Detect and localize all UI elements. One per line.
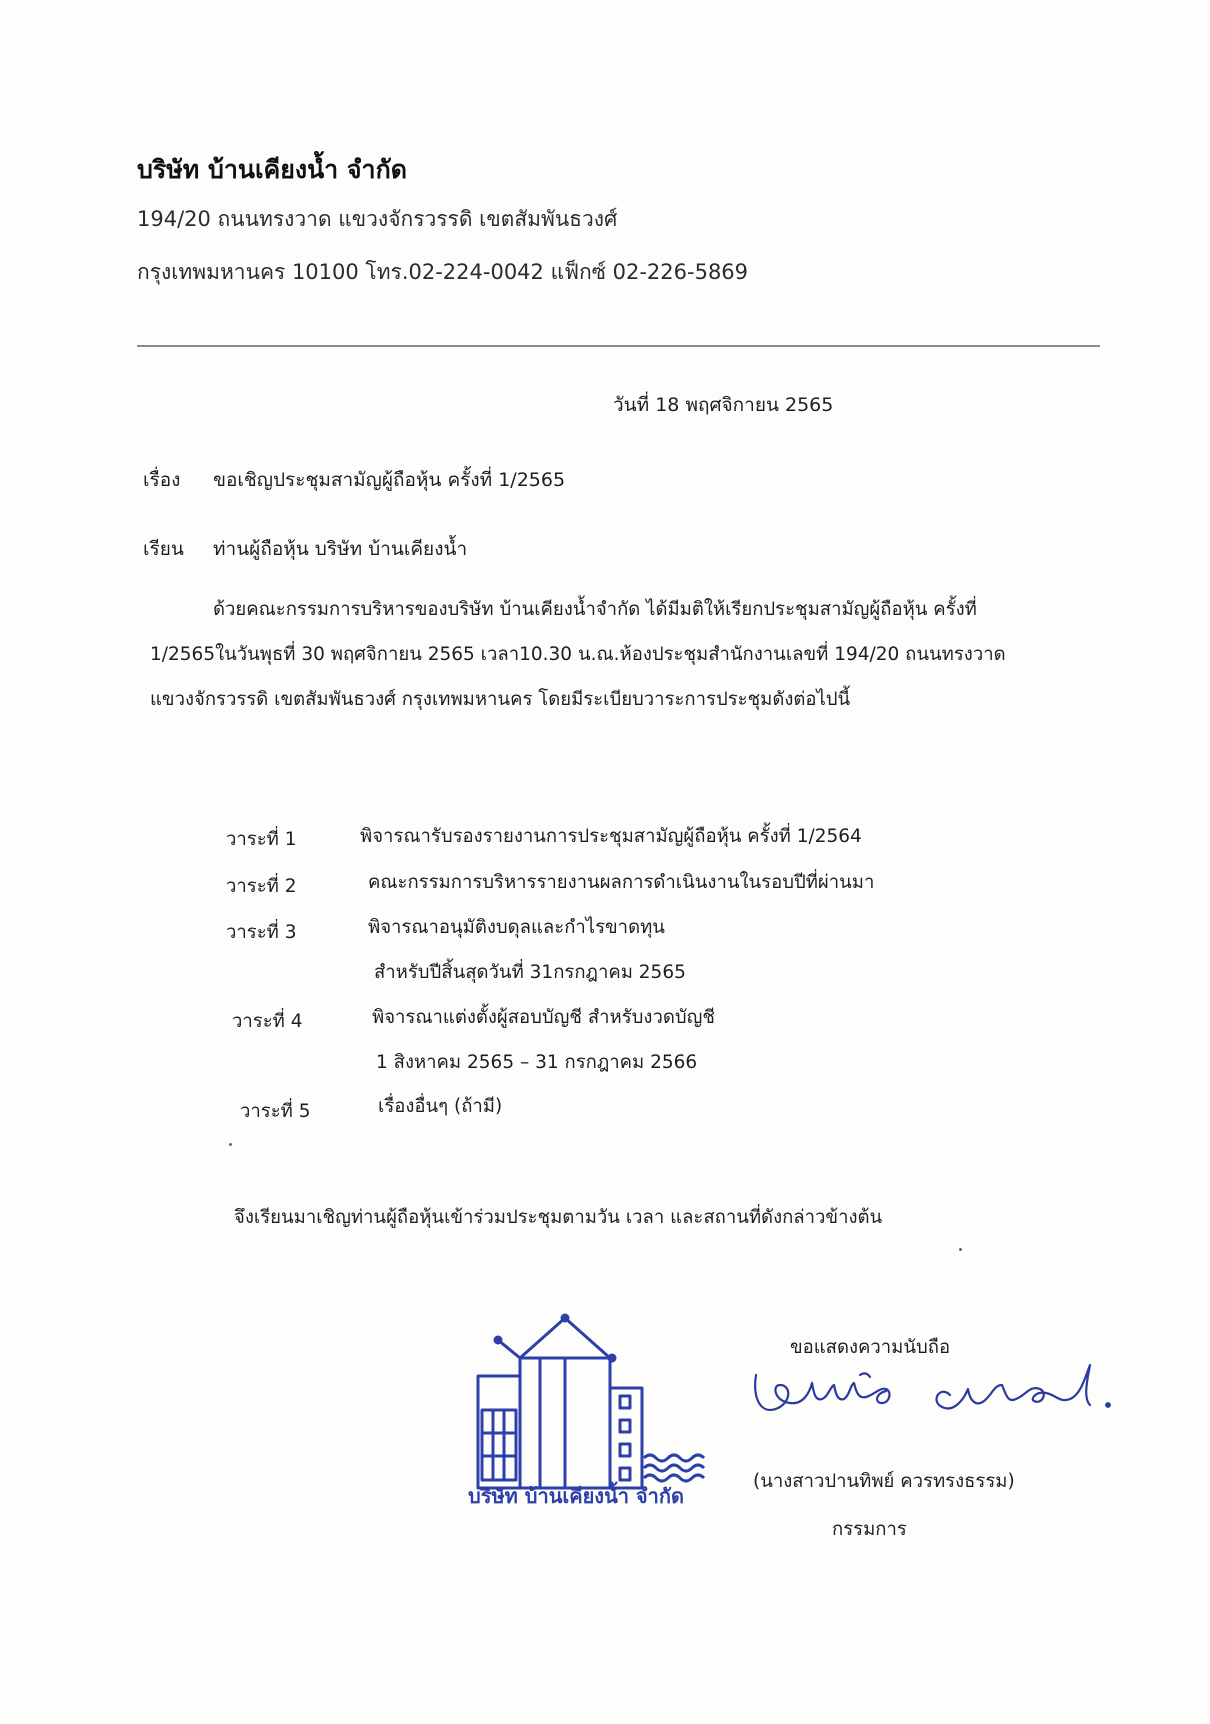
agenda-item-text: พิจารณารับรองรายงานการประชุมสามัญผู้ถือหุ้น ครั้งที่ 1/2564 (360, 826, 862, 847)
body-line: ด้วยคณะกรรมการบริหารของบริษัท บ้านเคียงน้ำจำกัด ได้มีมติให้เรียกประชุมสามัญผู้ถือหุ้น ครั้งที่ (213, 599, 977, 620)
agenda-item-text: คณะกรรมการบริหารรายงานผลการดำเนินงานในรอบปีที่ผ่านมา (368, 872, 875, 893)
agenda-item-label: วาระที่ 3 (226, 922, 297, 943)
agenda-item-text: เรื่องอื่นๆ (ถ้ามี) (378, 1096, 503, 1117)
agenda-item-label: วาระที่ 4 (232, 1011, 303, 1032)
agenda-item-text: สำหรับปีสิ้นสุดวันที่ 31กรกฎาคม 2565 (374, 962, 686, 983)
agenda-item-label: วาระที่ 5 (240, 1101, 311, 1122)
agenda-item-text: พิจารณาอนุมัติงบดุลและกำไรขาดทุน (368, 917, 665, 938)
signatory-name: (นางสาวปานทิพย์ ควรทรงธรรม) (753, 1471, 1015, 1492)
body-line: 1/2565ในวันพุธที่ 30 พฤศจิกายน 2565 เวลา10.30 น.ณ.ห้องประชุมสำนักงานเลขที่ 194/20 ถนนทรงวาด (150, 644, 1006, 665)
agenda-item-text: พิจารณาแต่งตั้งผู้สอบบัญชี สำหรับงวดบัญชี (372, 1007, 715, 1028)
company-name: บริษัท บ้านเคียงน้ำ จำกัด (137, 155, 407, 184)
recipient-text: ท่านผู้ถือหุ้น บริษัท บ้านเคียงน้ำ (213, 538, 468, 560)
regards-text: ขอแสดงความนับถือ (790, 1337, 951, 1358)
body-line: แขวงจักรวรรดิ เขตสัมพันธวงศ์ กรุงเทพมหานคร โดยมีระเบียบวาระการประชุมดังต่อไปนี้ (150, 689, 851, 710)
recipient-label: เรียน (143, 538, 184, 560)
signatory-position: กรรมการ (832, 1519, 907, 1540)
letterhead-divider (137, 345, 1100, 347)
letter-date: วันที่ 18 พฤศจิกายน 2565 (613, 394, 834, 416)
address-line-2: กรุงเทพมหานคร 10100 โทร.02-224-0042 แฟ็กซ์ 02-226-5869 (137, 260, 749, 284)
agenda-item-label: วาระที่ 2 (226, 876, 297, 897)
scan-speck (229, 1143, 232, 1146)
address-line-1: 194/20 ถนนทรงวาด แขวงจักรวรรดิ เขตสัมพันธวงศ์ (137, 207, 618, 231)
closing-sentence: จึงเรียนมาเชิญท่านผู้ถือหุ้นเข้าร่วมประชุมตามวัน เวลา และสถานที่ดังกล่าวข้างต้น (234, 1207, 883, 1228)
agenda-item-label: วาระที่ 1 (226, 829, 297, 850)
subject-text: ขอเชิญประชุมสามัญผู้ถือหุ้น ครั้งที่ 1/2565 (213, 469, 566, 491)
subject-label: เรื่อง (143, 469, 181, 491)
scan-speck (959, 1248, 962, 1251)
stamp-text: บริษัท บ้านเคียงน้ำ จำกัด (468, 1484, 684, 1508)
agenda-item-text: 1 สิงหาคม 2565 – 31 กรกฎาคม 2566 (376, 1052, 698, 1073)
handwritten-signature (750, 1355, 1120, 1445)
